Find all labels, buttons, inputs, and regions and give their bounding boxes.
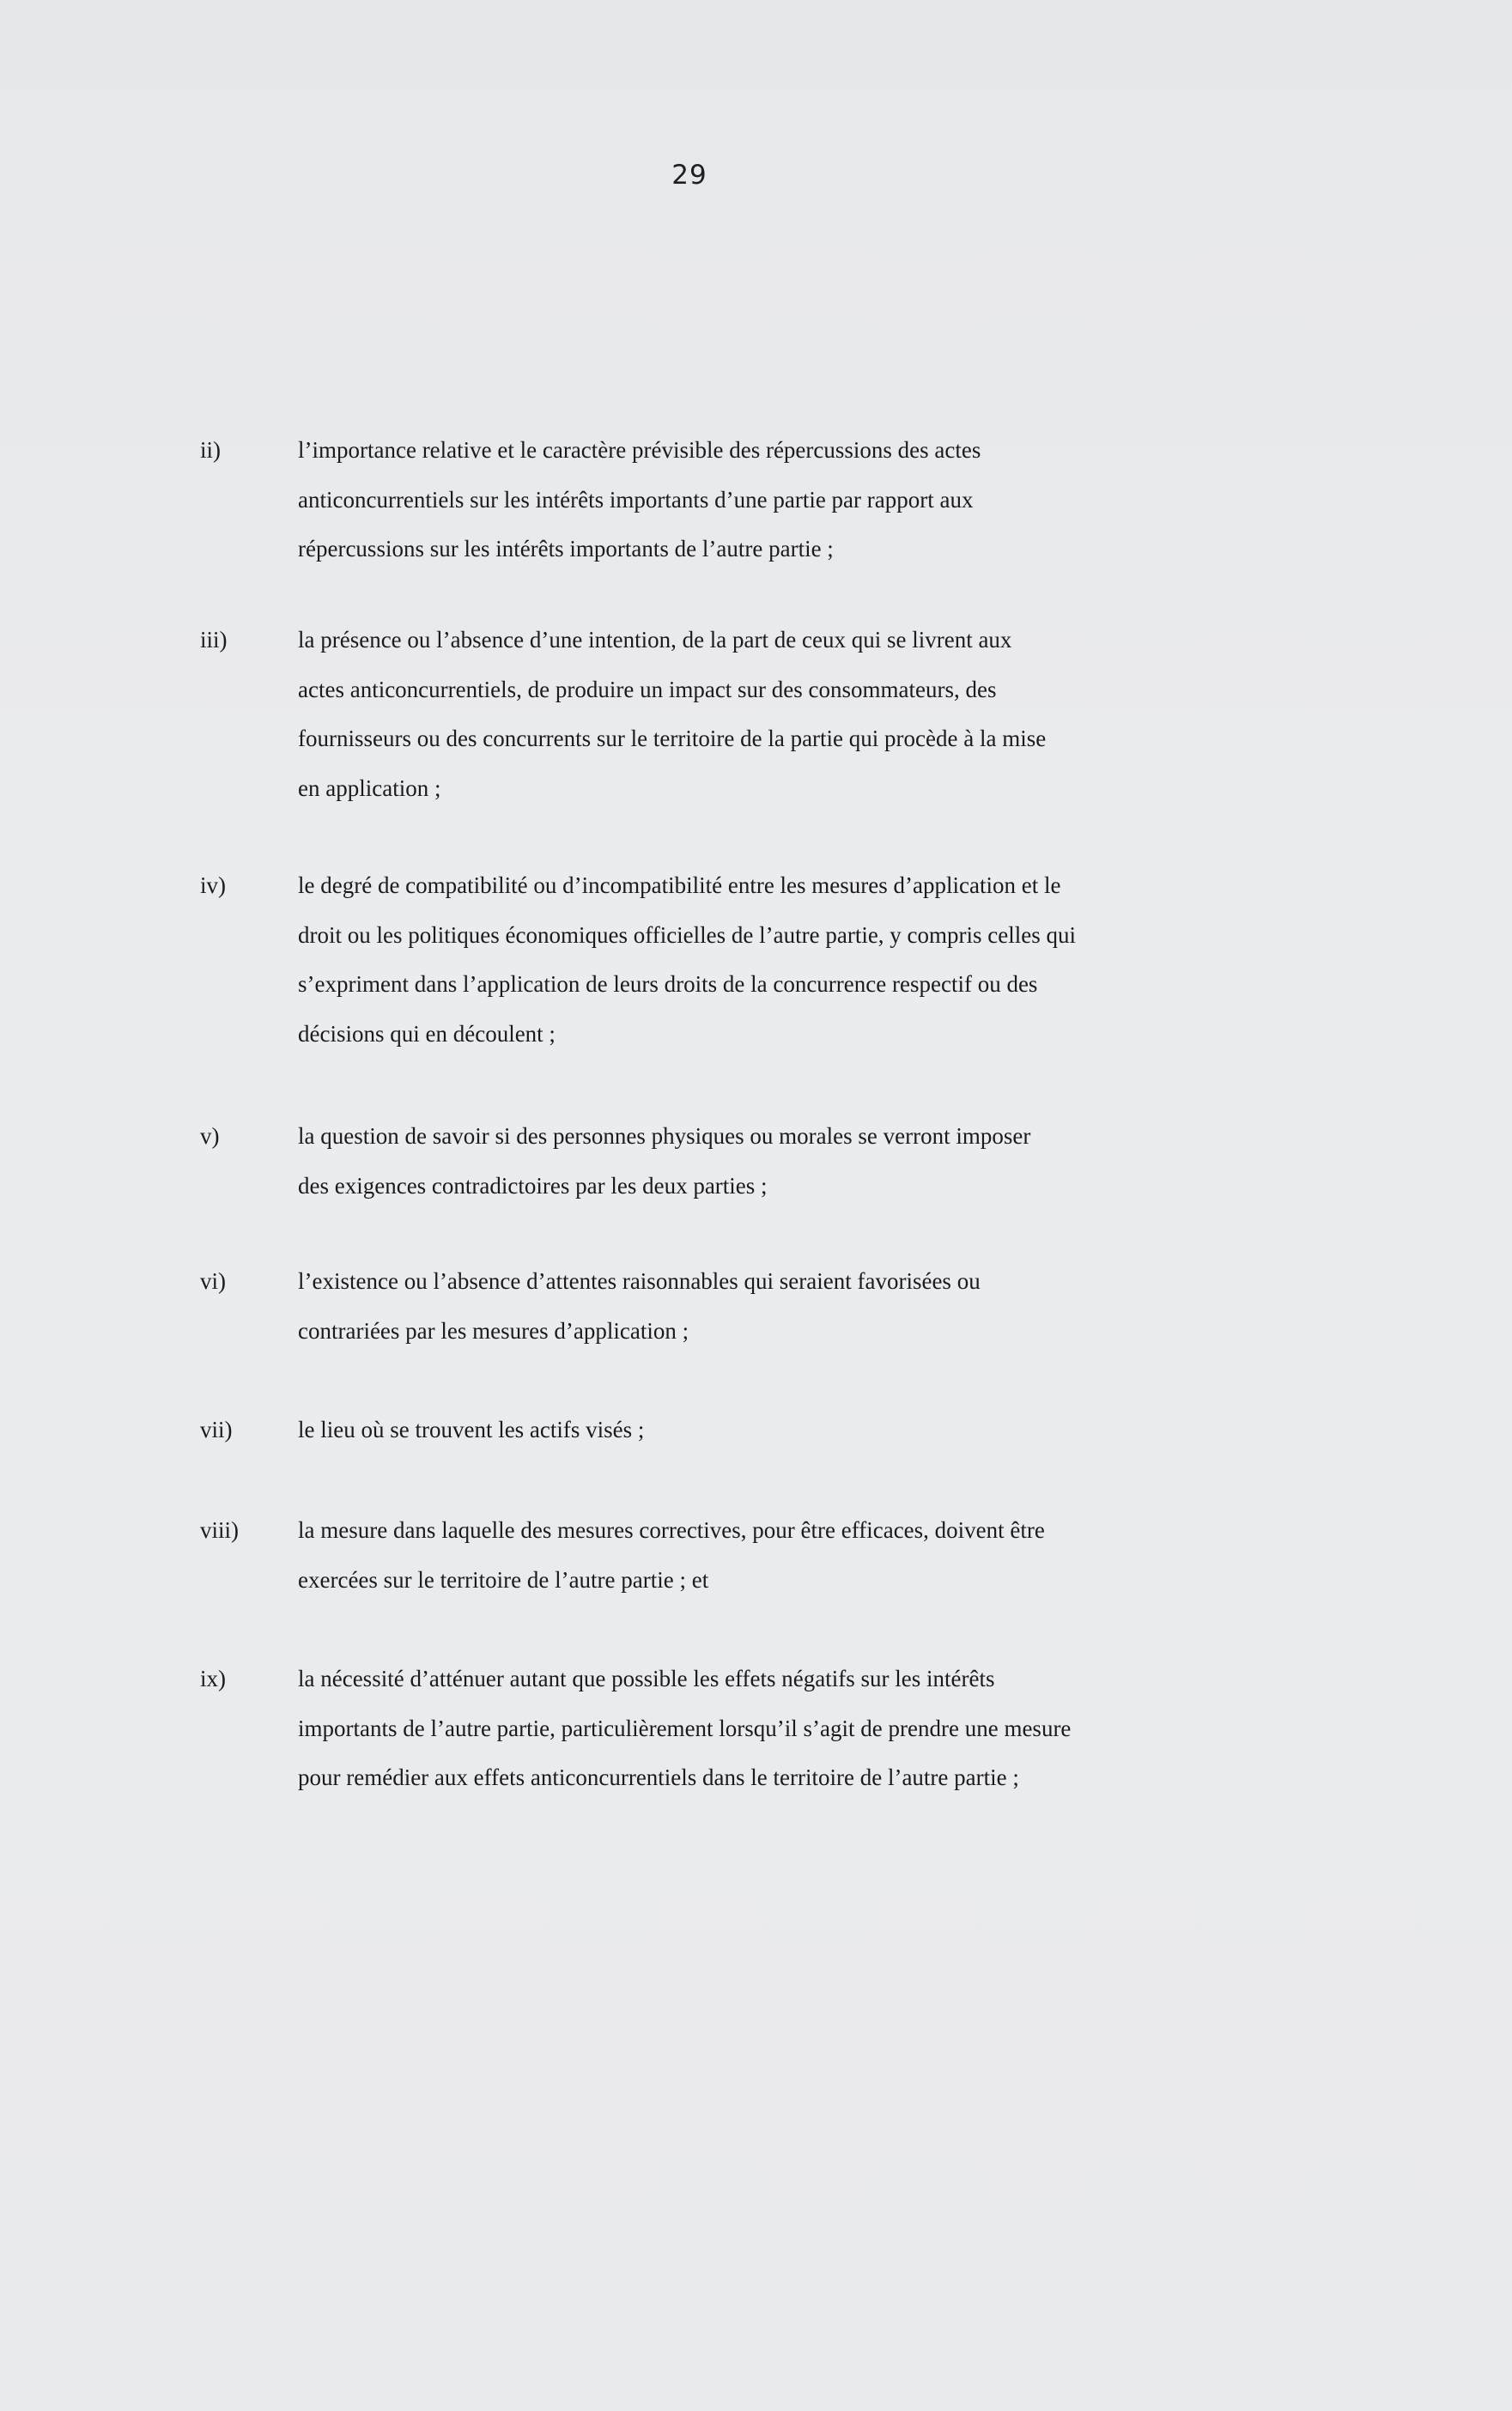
text-line: l’importance relative et le caractère prévisible des répercussions des actes [298, 437, 981, 463]
item-number: viii) [200, 1517, 239, 1543]
item-text [298, 616, 1285, 813]
item-text [298, 426, 1285, 574]
text-line: la question de savoir si des personnes physiques ou morales se verront imposer [298, 1123, 1031, 1149]
item-number: v) [200, 1123, 220, 1149]
text-line: importants de l’autre partie, particulièrement lorsqu’il s’agit de prendre une mesure [298, 1715, 1072, 1741]
text-line: anticoncurrentiels sur les intérêts importants d’une partie par rapport aux [298, 486, 974, 513]
text-line: répercussions sur les intérêts importants de l’autre partie ; [298, 536, 834, 562]
item-number: ii) [200, 437, 221, 463]
item-number: vii) [200, 1417, 233, 1442]
page-number: 29 [671, 160, 707, 191]
item-text [298, 1112, 1285, 1211]
item-text [298, 861, 1285, 1059]
item-text [298, 1406, 1285, 1455]
text-line: fournisseurs ou des concurrents sur le territoire de la partie qui procède à la mise [298, 726, 1047, 751]
text-line: en application ; [298, 774, 441, 801]
item-text [298, 1257, 1285, 1356]
text-line: actes anticoncurrentiels, de produire un impact sur des consommateurs, des [298, 676, 997, 702]
text-line: le lieu où se trouvent les actifs visés ; [298, 1417, 645, 1442]
text-line: exercées sur le territoire de l’autre partie ; et [298, 1566, 709, 1593]
item-text [298, 1506, 1285, 1605]
item-number: vi) [200, 1268, 226, 1294]
item-number: iv) [200, 872, 226, 898]
item-number: ix) [200, 1666, 226, 1691]
item-text [298, 1655, 1285, 1803]
item-number: iii) [200, 627, 228, 653]
text-line: l’existence ou l’absence d’attentes raisonnables qui seraient favorisées ou [298, 1268, 981, 1294]
text-line: s’expriment dans l’application de leurs droits de la concurrence respectif ou des [298, 971, 1038, 997]
text-line: contrariées par les mesures d’application ; [298, 1317, 689, 1344]
text-line: la présence ou l’absence d’une intention, de la part de ceux qui se livrent aux [298, 627, 1012, 653]
text-line: la mesure dans laquelle des mesures correctives, pour être efficaces, doivent être [298, 1517, 1045, 1543]
text-line: pour remédier aux effets anticoncurrentiels dans le territoire de l’autre partie ; [298, 1764, 1019, 1790]
text-line: le degré de compatibilité ou d’incompatibilité entre les mesures d’application et le [298, 872, 1061, 898]
text-line: la nécessité d’atténuer autant que possible les effets négatifs sur les intérêts [298, 1666, 995, 1691]
text-line: décisions qui en découlent ; [298, 1020, 556, 1047]
text-line: des exigences contradictoires par les deux parties ; [298, 1172, 768, 1199]
text-line: droit ou les politiques économiques officielles de l’autre partie, y compris celles qui [298, 921, 1077, 948]
